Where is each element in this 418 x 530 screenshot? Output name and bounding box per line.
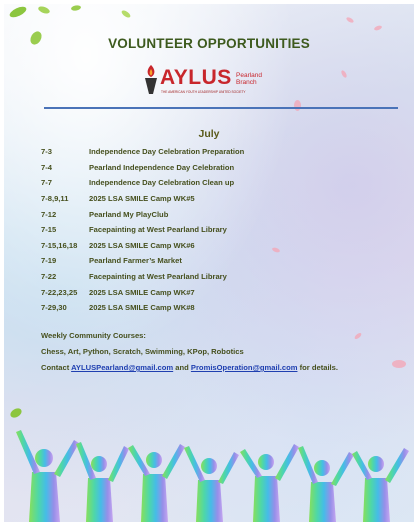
contact-suffix: for details. xyxy=(297,363,338,372)
event-date: 7-7 xyxy=(41,178,52,188)
event-row xyxy=(41,175,401,191)
event-name: Pearland Farmer’s Market xyxy=(89,256,182,266)
petal-decoration-icon xyxy=(374,25,383,31)
event-date: 7-22,23,25 xyxy=(41,287,78,297)
event-row xyxy=(41,238,401,254)
petal-decoration-icon xyxy=(346,16,355,23)
event-name: 2025 LSA SMILE Camp WK#8 xyxy=(89,303,195,313)
torch-logo-icon xyxy=(142,64,160,96)
event-name: Facepainting at West Pearland Library xyxy=(89,272,227,282)
flyer-page xyxy=(4,4,414,522)
event-date: 7-15 xyxy=(41,225,57,235)
event-name: Pearland My PlayClub xyxy=(89,209,169,219)
event-date: 7-4 xyxy=(41,162,52,172)
event-row xyxy=(41,269,401,285)
event-date: 7-15,16,18 xyxy=(41,240,78,250)
email-link-promis[interactable]: PromisOperation@gmail.com xyxy=(190,363,298,372)
divider xyxy=(44,107,398,109)
logo-tagline: THE AMERICAN YOUTH LEADERSHIP UNITED SOCIETY xyxy=(161,90,246,94)
courses-section xyxy=(41,328,401,376)
event-name: Independence Day Celebration Preparation xyxy=(89,147,245,157)
event-row xyxy=(41,284,401,300)
event-date: 7-19 xyxy=(41,256,57,266)
aylus-logo xyxy=(140,64,280,102)
event-name: 2025 LSA SMILE Camp WK#7 xyxy=(89,287,195,297)
event-row xyxy=(41,206,401,222)
email-link-aylus[interactable]: AYLUSPearland@gmail.com xyxy=(71,363,174,372)
month-heading: July xyxy=(198,128,220,140)
logo-branch: Pearland Branch xyxy=(236,72,263,86)
event-row xyxy=(41,253,401,269)
event-date: 7-12 xyxy=(41,209,57,219)
courses-list: Chess, Art, Python, Scratch, Swimming, KPop, Robotics xyxy=(41,347,244,356)
crowd-silhouette-icon xyxy=(4,422,414,522)
logo-wordmark: AYLUS xyxy=(160,66,232,89)
courses-heading: Weekly Community Courses: xyxy=(41,331,146,340)
event-list xyxy=(41,144,401,316)
event-date: 7-29,30 xyxy=(41,303,67,313)
contact-line xyxy=(41,360,401,376)
petal-decoration-icon xyxy=(340,70,347,79)
event-date: 7-3 xyxy=(41,147,52,157)
event-date: 7-8,9,11 xyxy=(41,194,69,204)
event-name: Facepainting at West Pearland Library xyxy=(89,225,227,235)
event-row xyxy=(41,300,401,316)
contact-mid: and xyxy=(173,363,191,372)
event-row xyxy=(41,191,401,207)
event-name: 2025 LSA SMILE Camp WK#6 xyxy=(89,240,195,250)
event-name: Independence Day Celebration Clean up xyxy=(89,178,235,188)
contact-prefix: Contact xyxy=(41,363,72,372)
page-title: VOLUNTEER OPPORTUNITIES xyxy=(108,36,310,51)
event-date: 7-22 xyxy=(41,272,57,282)
event-row xyxy=(41,160,401,176)
event-row xyxy=(41,144,401,160)
event-name: 2025 LSA SMILE Camp WK#5 xyxy=(89,194,195,204)
petal-decoration-icon xyxy=(294,100,301,111)
event-row xyxy=(41,222,401,238)
event-name: Pearland Independence Day Celebration xyxy=(89,162,235,172)
